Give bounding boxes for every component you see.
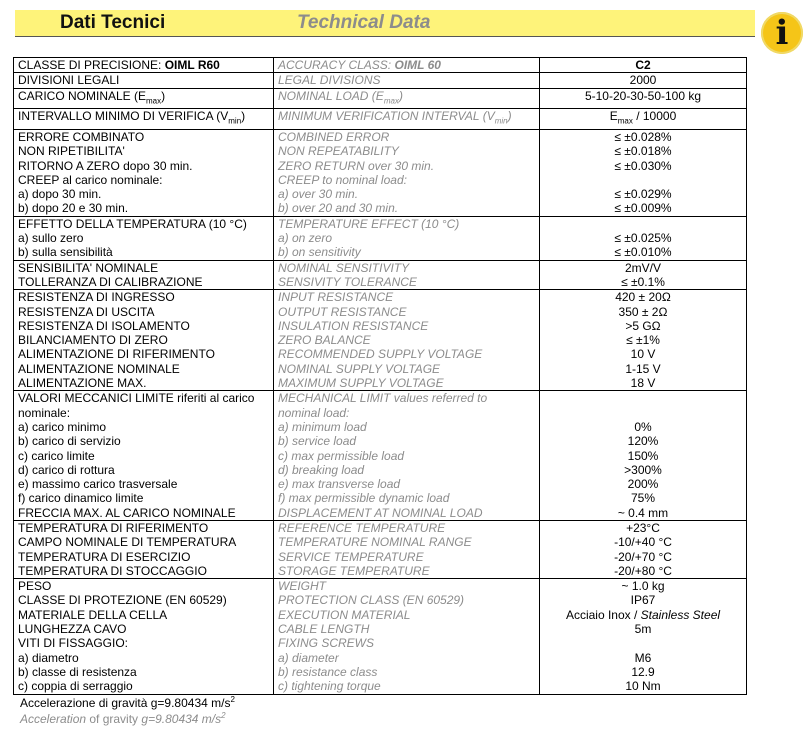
spec-row xyxy=(14,260,747,290)
spec-label-english: NOMINAL LOAD $(E_{max})$ xyxy=(274,88,540,109)
spec-label-italian: CLASSE DI PRECISIONE: OIML R60 xyxy=(14,58,274,73)
spec-label-english: NOMINAL SENSITIVITY SENSIVITY TOLERANCE xyxy=(274,260,540,290)
spec-row xyxy=(14,579,747,694)
spec-label-italian: CARICO NOMINALE $(E_{max})$ xyxy=(14,88,274,109)
spec-label-english: MECHANICAL LIMIT values referred to nominal load: a) minimum load b) service load c) max permissible load d) breaking load e) max transverse load f) max permissible dynamic load DISPLACEMENT AT NOMINAL LOAD xyxy=(274,391,540,521)
gravity-note-italian: Accelerazione di gravità g=9.80434 $m/s^2$ xyxy=(20,695,235,710)
spec-label-english: TEMPERATURE EFFECT (10 °C) a) on zero b) on sensitivity xyxy=(274,216,540,260)
gravity-note-english: Acceleration of gravity g=9.80434 $m/s^2$ xyxy=(20,711,226,726)
spec-label-english: MINIMUM VERIFICATION INTERVAL $(V_{min})$ xyxy=(274,109,540,130)
spec-label-english: LEGAL DIVISIONS xyxy=(274,73,540,88)
spec-label-english: REFERENCE TEMPERATURE TEMPERATURE NOMINAL RANGE SERVICE TEMPERATURE STORAGE TEMPERATURE xyxy=(274,520,540,578)
spec-row xyxy=(14,391,747,521)
spec-label-italian: DIVISIONI LEGALI xyxy=(14,73,274,88)
title-italian: Dati Tecnici xyxy=(60,12,166,33)
spec-row xyxy=(14,216,747,260)
spec-row xyxy=(14,88,747,109)
spec-value: ≤ ±0.025% ≤ ±0.010% xyxy=(540,216,747,260)
spec-label-english: ACCURACY CLASS: OIML 60 xyxy=(274,58,540,73)
spec-label-english: WEIGHT PROTECTION CLASS (EN 60529) EXECUTION MATERIAL CABLE LENGTH FIXING SCREWS a) diameter b) resistance class c) tightening torque xyxy=(274,579,540,694)
spec-label-italian: RESISTENZA DI INGRESSO RESISTENZA DI USCITA RESISTENZA DI ISOLAMENTO BILANCIAMENTO DI ZERO ALIMENTAZIONE DI RIFERIMENTO ALIMENTAZIONE NOMINALE ALIMENTAZIONE MAX. xyxy=(14,290,274,391)
spec-row xyxy=(14,129,747,216)
spec-row xyxy=(14,58,747,73)
spec-row xyxy=(14,73,747,88)
spec-label-italian: EFFETTO DELLA TEMPERATURA (10 °C) a) sullo zero b) sulla sensibilità xyxy=(14,216,274,260)
spec-label-italian: INTERVALLO MINIMO DI VERIFICA $(V_{min})$ xyxy=(14,109,274,130)
spec-label-italian: SENSIBILITA' NOMINALE TOLLERANZA DI CALIBRAZIONE xyxy=(14,260,274,290)
spec-value: C2 xyxy=(540,58,747,73)
spec-label-italian: PESO CLASSE DI PROTEZIONE (EN 60529) MATERIALE DELLA CELLA LUNGHEZZA CAVO VITI DI FISSAGGIO: a) diametro b) classe di resistenza c) coppia di serraggio xyxy=(14,579,274,694)
spec-row xyxy=(14,109,747,130)
spec-value: 5-10-20-30-50-100 kg xyxy=(540,88,747,109)
info-icon: i xyxy=(761,12,803,54)
spec-row xyxy=(14,290,747,391)
spec-value: 0% 120% 150% >300% 200% 75% ~ 0.4 mm xyxy=(540,391,747,521)
technical-data-table xyxy=(13,57,747,695)
spec-value: 2000 xyxy=(540,73,747,88)
spec-label-italian: VALORI MECCANICI LIMITE riferiti al carico nominale: a) carico minimo b) carico di servizio c) carico limite d) carico di rottura e) massimo carico trasversale f) carico dinamico limite FRECCIA MAX. AL CARICO NOMINALE xyxy=(14,391,274,521)
spec-label-english: INPUT RESISTANCE OUTPUT RESISTANCE INSULATION RESISTANCE ZERO BALANCE RECOMMENDED SUPPLY VOLTAGE NOMINAL SUPPLY VOLTAGE MAXIMUM SUPPLY VOLTAGE xyxy=(274,290,540,391)
spec-value: ~ 1.0 kg IP67 Acciaio Inox / Stainless Steel 5m M6 12.9 10 Nm xyxy=(540,579,747,694)
spec-value: 420 ± 20Ω 350 ± 2Ω >5 GΩ ≤ ±1% 10 V 1-15 V 18 V xyxy=(540,290,747,391)
spec-label-italian: TEMPERATURA DI RIFERIMENTO CAMPO NOMINALE DI TEMPERATURA TEMPERATURA DI ESERCIZIO TEMPERATURA DI STOCCAGGIO xyxy=(14,520,274,578)
spec-label-english: COMBINED ERROR NON REPEATABILITY ZERO RETURN over 30 min. CREEP to nominal load: a) over 30 min. b) over 20 and 30 min. xyxy=(274,129,540,216)
spec-row xyxy=(14,520,747,578)
spec-value: 2mV/V ≤ ±0.1% xyxy=(540,260,747,290)
spec-value: +23°C -10/+40 °C -20/+70 °C -20/+80 °C xyxy=(540,520,747,578)
spec-label-italian: ERRORE COMBINATO NON RIPETIBILITA' RITORNO A ZERO dopo 30 min. CREEP al carico nominale: a) dopo 30 min. b) dopo 20 e 30 min. xyxy=(14,129,274,216)
title-english: Technical Data xyxy=(297,12,431,33)
spec-value: $E_{max} / 10000$ xyxy=(540,109,747,130)
spec-value: ≤ ±0.028% ≤ ±0.018% ≤ ±0.030% ≤ ±0.029% ≤ ±0.009% xyxy=(540,129,747,216)
